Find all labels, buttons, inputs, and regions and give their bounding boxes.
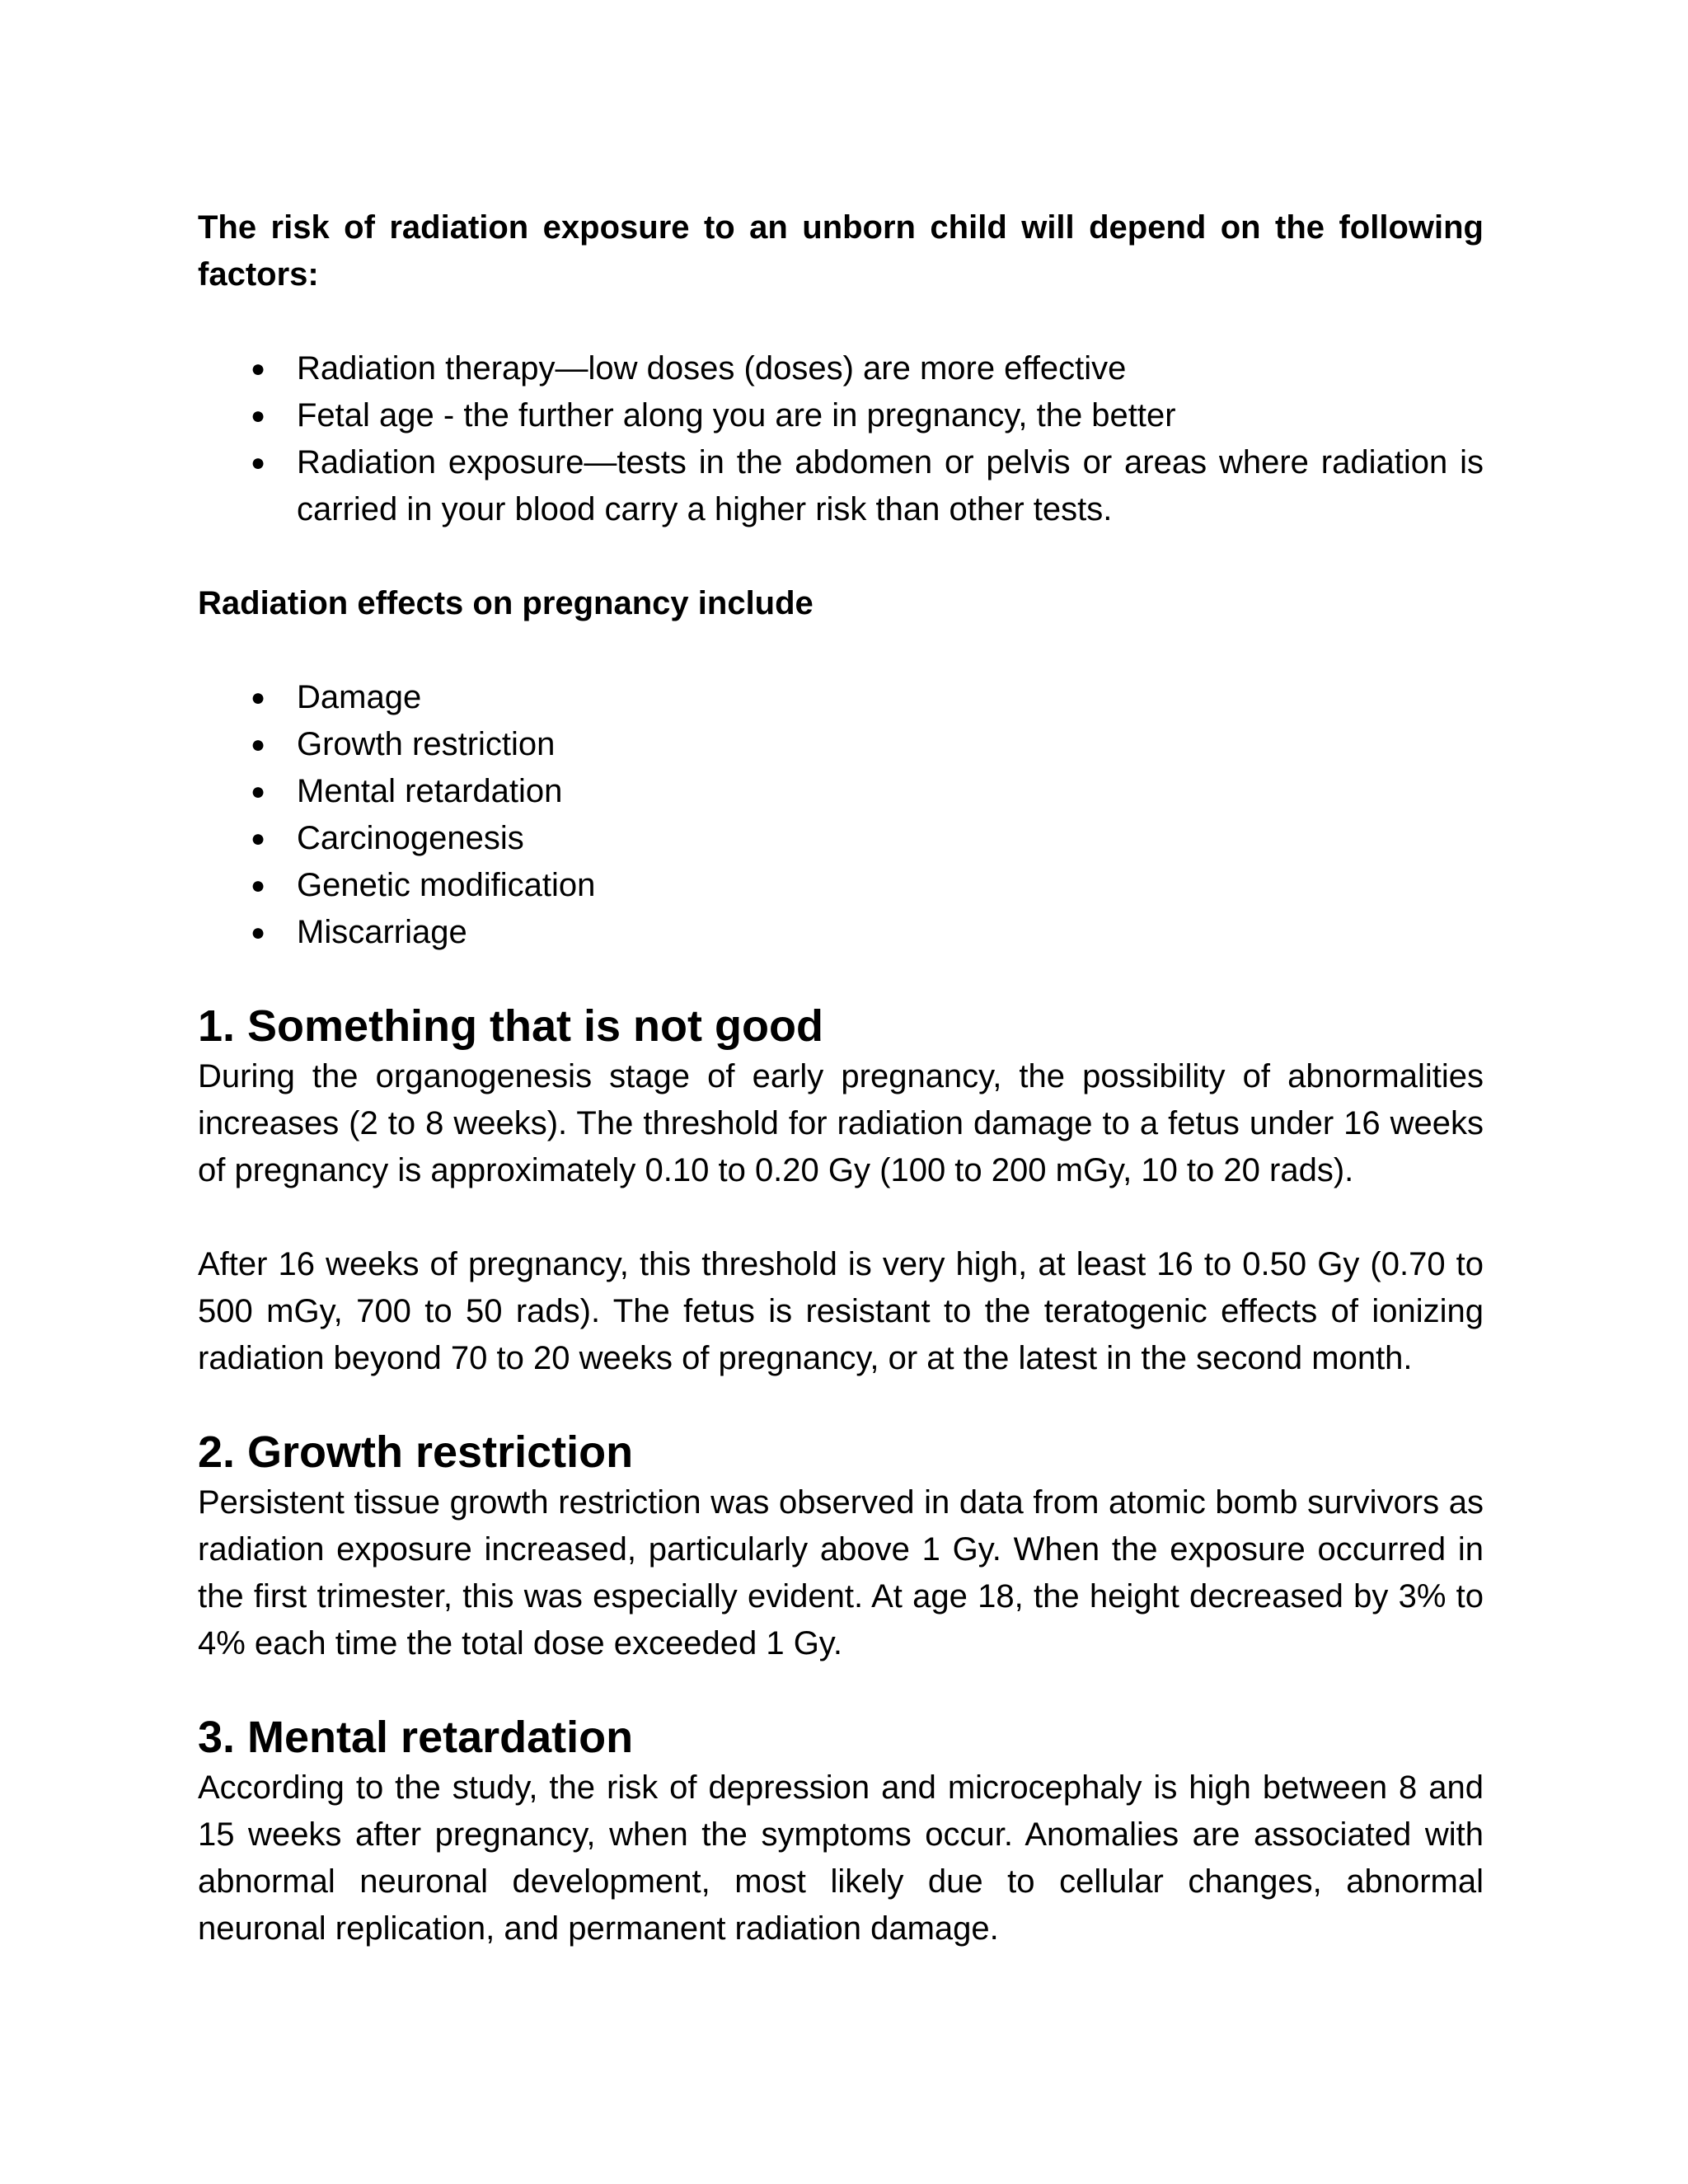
section-not-good: [198, 999, 1484, 1382]
bullet-icon: ●: [251, 684, 266, 711]
section-title: 2. Growth restriction: [198, 1427, 634, 1477]
paragraph: After 16 weeks of pregnancy, this threshold is very high, at least 16 to 0.50 Gy (0.70 to 500 mGy, 700 to 50 rads). The fetus is resistant to the teratogenic effects of ionizing radiation beyond 70 to 20 weeks of pregnancy, or at the latest in the second month.: [198, 1246, 1484, 1376]
list-item: ● Fetal age - the further along you are in pregnancy, the better: [198, 392, 1484, 439]
paragraph: Persistent tissue growth restriction was observed in data from atomic bomb survivors as radiation exposure increased, particularly above 1 Gy. When the exposure occurred in the first trimester, this was especially evident. At age 18, the height decreased by 3% to 4% each time the total dose exceeded 1 Gy.: [198, 1484, 1484, 1661]
list-item: ● Radiation therapy—low doses (doses) are more effective: [198, 345, 1484, 392]
bullet-icon: ●: [251, 355, 266, 382]
list-item: ● Miscarriage: [198, 909, 1484, 956]
section-mental-retardation: [198, 1710, 1484, 1952]
list-item: ● Carcinogenesis: [198, 815, 1484, 862]
bullet-icon: ●: [251, 731, 266, 758]
paragraph: During the organogenesis stage of early pregnancy, the possibility of abnormalities increases (2 to 8 weeks). The threshold for radiation damage to a fetus under 16 weeks of pregnancy is approximately 0.10 to 0.20 Gy (100 to 200 mGy, 10 to 20 rads).: [198, 1058, 1484, 1188]
bullet-icon: ●: [251, 825, 266, 852]
section-growth-restriction: [198, 1425, 1484, 1667]
section-title: 1. Something that is not good: [198, 1001, 823, 1051]
bullet-icon: ●: [251, 919, 266, 946]
effects-heading: Radiation effects on pregnancy include: [198, 585, 814, 621]
bullet-icon: ●: [251, 872, 266, 899]
list-item: ● Mental retardation: [198, 768, 1484, 815]
effects-list: [198, 674, 1484, 956]
bullet-icon: ●: [251, 778, 266, 805]
risk-factors-list: [198, 345, 1484, 533]
list-item: ● Damage: [198, 674, 1484, 721]
paragraph: According to the study, the risk of depression and microcephaly is high between 8 and 15 weeks after pregnancy, when the symptoms occur. Anomalies are associated with abnormal neuronal development, most likely due to cellular changes, abnormal neuronal replication, and permanent radiation damage.: [198, 1769, 1484, 1947]
bullet-icon: ●: [251, 449, 266, 476]
list-item: ● Genetic modification: [198, 862, 1484, 909]
document-page: [198, 204, 1484, 1952]
section-title: 3. Mental retardation: [198, 1713, 634, 1762]
list-item: ● Radiation exposure—tests in the abdomen or pelvis or areas where radiation is carried in your blood carry a higher risk than other tests.: [198, 439, 1484, 533]
bullet-icon: ●: [251, 402, 266, 429]
list-item: ● Growth restriction: [198, 721, 1484, 768]
intro-heading: The risk of radiation exposure to an unborn child will depend on the following factors:: [198, 209, 1484, 293]
